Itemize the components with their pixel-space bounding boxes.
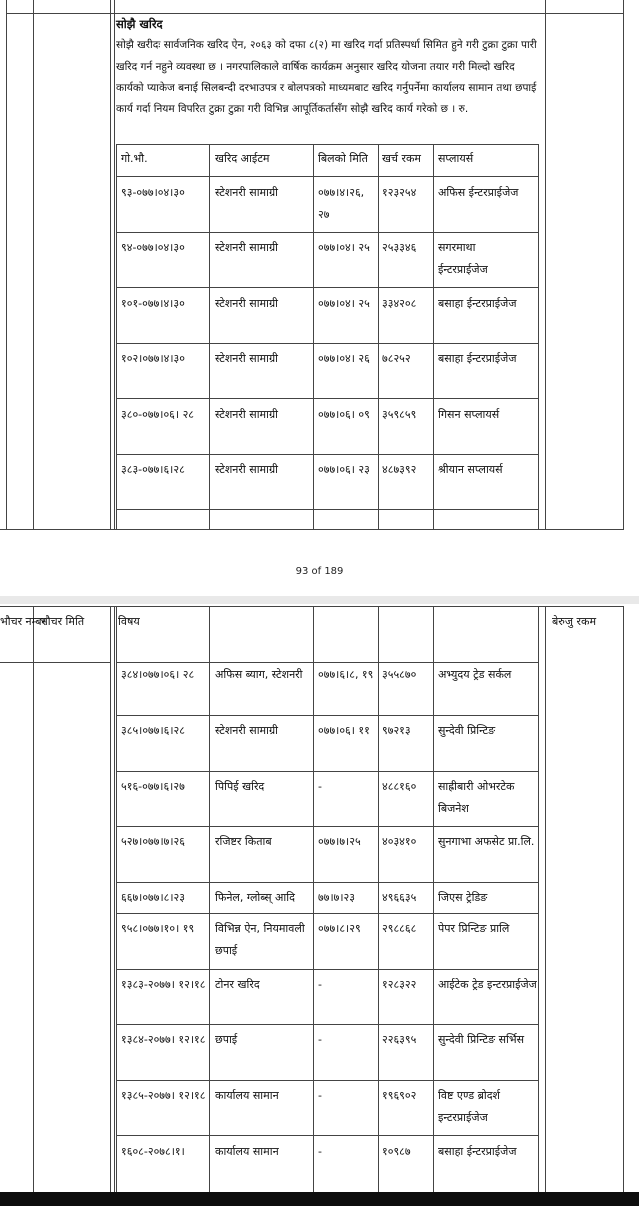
table-row: १२३२५४ [382,186,417,199]
table-row: सुन्देवी प्रिन्टिङ [438,724,496,737]
table-row: कार्यालय सामान [215,1089,279,1102]
table-row: स्टेशनरी सामाग्री [215,186,279,199]
table-row: ३८३-०७७।६।२८ [121,463,185,476]
table-row: ४८८१६० [382,780,417,793]
table-row: ०७७।६।८, १९ [318,668,374,681]
table-row: सुन्देवी प्रिन्टिङ सर्भिस [438,1033,525,1046]
table-border [545,0,546,530]
table-row: स्टेशनरी सामाग्री [215,241,279,254]
table-row: ०७७।०४। २५ [318,297,370,310]
table-row: ३५५८७० [382,668,417,681]
table-row: गिसन सप्लायर्स [438,408,500,421]
table-row: स्टेशनरी सामाग्री [215,408,279,421]
table-row: १०२।०७७।४।३० [121,352,185,365]
table-row: २९८८६८ [382,922,417,935]
table-row: सगरमाथा ईन्टरप्राईजेज [438,241,488,276]
page-1 [0,0,639,530]
header-voucher-no: भौचर नम्बर [0,615,47,628]
table-row: ४८७३९२ [382,463,417,476]
table-row: स्टेशनरी सामाग्री [215,352,279,365]
table-row: १०१-०७७।४।३० [121,297,185,310]
table-row: विभिन्न ऐन, नियमावली छपाई [215,922,305,957]
page-number: 93 of 189 [295,566,344,577]
table-row: पिपिई खरिद [215,780,265,793]
table-row: ०७७।७।२५ [318,835,361,848]
table-row: अफिस ईन्टरप्राईजेज [438,186,519,199]
table-row: २२६३९५ [382,1033,417,1046]
header-amount: खर्च रकम [382,152,422,165]
table-row: ९५८।०७७।१०। १९ [121,922,195,935]
table-row: १३८५-२०७७। १२।१८ [121,1089,206,1102]
table-row: स्टेशनरी सामाग्री [215,724,279,737]
table-row: - [318,1033,322,1046]
purchase-table [116,144,540,530]
table-row: ३८५।०७७।६।२८ [121,724,185,737]
table-row: ०७७।०४। २६ [318,352,370,365]
header-bill-date: बिलको मिति [318,152,368,165]
table-row: १६०८-२०७८।१। [121,1145,185,1158]
table-row: साह्रीबारी ओभरटेक बिजनेश [438,780,515,815]
page-2 [0,604,639,1192]
table-row: ०७७।०६। २३ [318,463,370,476]
table-row: आईटेक ट्रेड इन्टरप्राईजेज [438,978,537,991]
table-border [6,0,7,530]
table-row: ७८२५२ [382,352,411,365]
table-border [33,0,34,530]
table-row: - [318,1089,322,1102]
table-row: २५३३४६ [382,241,417,254]
page-gap [0,596,639,604]
table-row: सुनगाभा अफसेट प्रा.लि. [438,835,535,848]
header-voucher-date: भौचर मिति [40,615,85,628]
table-row: ०७७।०६। ११ [318,724,370,737]
table-row: ३३४२०८ [382,297,417,310]
table-row: बसाहा ईन्टरप्राईजेज [438,297,517,310]
table-row: १०९८७ [382,1145,411,1158]
table-row: बसाहा ईन्टरप्राईजेज [438,352,517,365]
purchase-table-continued [116,606,540,1192]
table-row: फिनेल, ग्लोब्स् आदि [215,891,295,904]
table-row: ०७७।४।२६, २७ [318,186,365,221]
table-row: ६६७।०७७।८।२३ [121,891,185,904]
table-border [110,0,111,530]
bottom-bar [0,1192,639,1206]
table-row: जिएस ट्रेडिङ [438,891,488,904]
table-row: ३८४।०७७।०६। २८ [121,668,195,681]
table-row: - [318,780,322,793]
table-row: स्टेशनरी सामाग्री [215,463,279,476]
section-paragraph: सोझै खरीदः सार्वजनिक खरिद ऐन, २०६३ को दफा ८(२) मा खरिद गर्दा प्रतिस्पर्धा सिमित हुने गरी टुक्रा टुक्रा पारी खरिद गर्न नहुने व्यवस्था छ । नगरपालिकाले वार्षिक कार्यक्रम अनुसार खरिद योजना तयार गरी मिल्दो खरिद कार्यको प्याकेज बनाई सिलबन्दी दरभाउपत्र र बोलपत्रको माध्यमबाट खरिद गर्नुपर्नेमा कार्यालय सामान तथा छपाई कार्य गर्दा नियम विपरित टुक्रा टुक्रा गरी विभिन्न आपूर्तिकर्तासँग सोझै खरिद कार्य गरेको छ । रु. [116,39,537,116]
section-title: सोझै खरिद [116,17,163,31]
table-row: अफिस ब्याग, स्टेशनरी [215,668,303,681]
table-row: पेपर प्रिन्टिङ प्रालि [438,922,510,935]
table-row: ०७७।०६। ०९ [318,408,370,421]
table-row: कार्यालय सामान [215,1145,279,1158]
table-border [114,0,115,530]
table-row: ५१६-०७७।६।२७ [121,780,185,793]
table-row: श्रीयान सप्लायर्स [438,463,503,476]
table-row: ४९६६३५ [382,891,417,904]
header-arrears: बेरुजु रकम [552,615,597,628]
direct-purchase-section [116,14,540,120]
table-row: १२८३२२ [382,978,417,991]
table-row: १९६९०२ [382,1089,417,1102]
table-border [623,0,624,530]
table-row: विष्ट एण्ड ब्रोदर्श इन्टरप्राईजेज [438,1089,501,1124]
table-row: ७७।७।२३ [318,891,355,904]
table-row: - [318,1145,322,1158]
table-row: ९३-०७७।०४।३० [121,186,185,199]
table-row: टोनर खरिद [215,978,260,991]
table-row: ०७७।०४। २५ [318,241,370,254]
table-row: रजिष्टर किताब [215,835,272,848]
table-row: स्टेशनरी सामाग्री [215,297,279,310]
table-row: १३८४-२०७७। १२।१८ [121,1033,206,1046]
table-row: - [318,978,322,991]
header-supplier: सप्लायर्स [438,152,474,165]
table-row: छपाई [215,1033,238,1046]
table-row: ५२७।०७७।७।२६ [121,835,185,848]
header-item: खरिद आईटम [215,152,270,165]
table-row: ०७७।८।२९ [318,922,361,935]
header-voucher: गो.भौ. [121,152,148,165]
table-row: अभ्युदय ट्रेड सर्कल [438,668,512,681]
table-row: ४०३४१० [382,835,417,848]
header-subject: विषय [118,615,140,628]
table-row: ३५९८५९ [382,408,417,421]
table-row: ९४-०७७।०४।३० [121,241,185,254]
table-row: बसाहा ईन्टरप्राईजेज [438,1145,517,1158]
table-row: १३८३-२०७७। १२।१८ [121,978,206,991]
table-row: ३८०-०७७।०६। २८ [121,408,195,421]
table-row: ९७२१३ [382,724,411,737]
